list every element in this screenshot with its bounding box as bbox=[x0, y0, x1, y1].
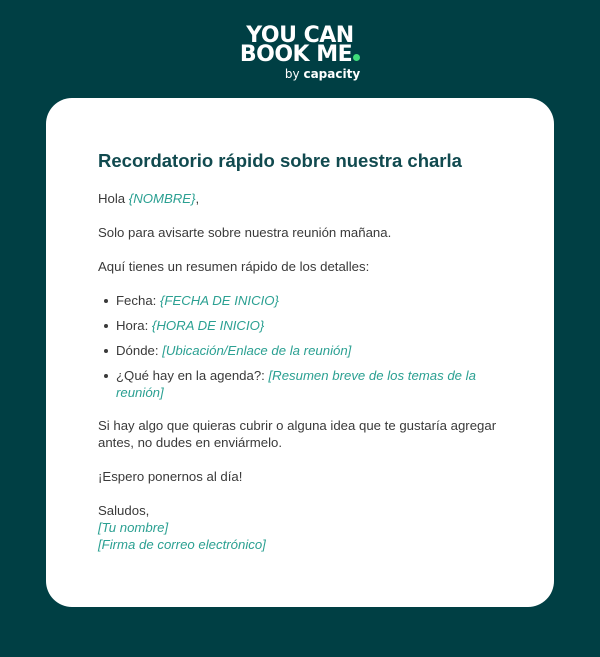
detail-agenda-label: ¿Qué hay en la agenda?: bbox=[116, 368, 269, 383]
logo-by-text: by bbox=[284, 67, 300, 81]
greeting-prefix: Hola bbox=[98, 191, 129, 206]
logo bbox=[0, 23, 600, 81]
signature-block bbox=[98, 502, 498, 553]
details-list bbox=[98, 292, 498, 401]
detail-location-value: [Ubicación/Enlace de la reunión] bbox=[162, 343, 352, 358]
greeting-suffix: , bbox=[195, 191, 200, 206]
email-content bbox=[98, 150, 498, 553]
paragraph-closing-remark: ¡Espero ponernos al día! bbox=[98, 469, 243, 484]
logo-block bbox=[239, 23, 361, 81]
detail-date bbox=[116, 292, 498, 309]
name-placeholder: {NOMBRE} bbox=[128, 191, 196, 206]
email-title: Recordatorio rápido sobre nuestra charla bbox=[98, 150, 462, 171]
paragraph-intro: Solo para avisarte sobre nuestra reunión mañana. bbox=[98, 225, 392, 240]
logo-brand: capacity bbox=[303, 67, 361, 81]
detail-time-label: Hora: bbox=[116, 318, 152, 333]
detail-agenda bbox=[116, 367, 498, 401]
detail-location bbox=[116, 342, 498, 359]
logo-byline bbox=[285, 67, 360, 81]
logo-dot-icon bbox=[353, 54, 360, 61]
signature-email: [Firma de correo electrónico] bbox=[98, 537, 266, 552]
email-card bbox=[46, 98, 554, 607]
detail-location-label: Dónde: bbox=[116, 343, 163, 358]
logo-line-1: YOU CAN bbox=[246, 23, 354, 48]
detail-date-value: {FECHA DE INICIO} bbox=[159, 293, 279, 308]
detail-time-value: {HORA DE INICIO} bbox=[151, 318, 265, 333]
detail-agenda-value: [Resumen breve de los temas de la reunión] bbox=[116, 368, 476, 400]
logo-line-2-text: BOOK ME bbox=[239, 42, 353, 67]
signature-name: [Tu nombre] bbox=[98, 520, 169, 535]
paragraph-requests: Si hay algo que quieras cubrir o alguna idea que te gustaría agregar antes, no dudes en enviármelo. bbox=[98, 418, 497, 450]
paragraph-summary: Aquí tienes un resumen rápido de los detalles: bbox=[98, 259, 370, 274]
detail-date-label: Fecha: bbox=[116, 293, 160, 308]
closing: Saludos, bbox=[98, 503, 150, 518]
logo-line-2 bbox=[239, 42, 360, 67]
greeting bbox=[98, 190, 498, 207]
detail-time bbox=[116, 317, 498, 334]
